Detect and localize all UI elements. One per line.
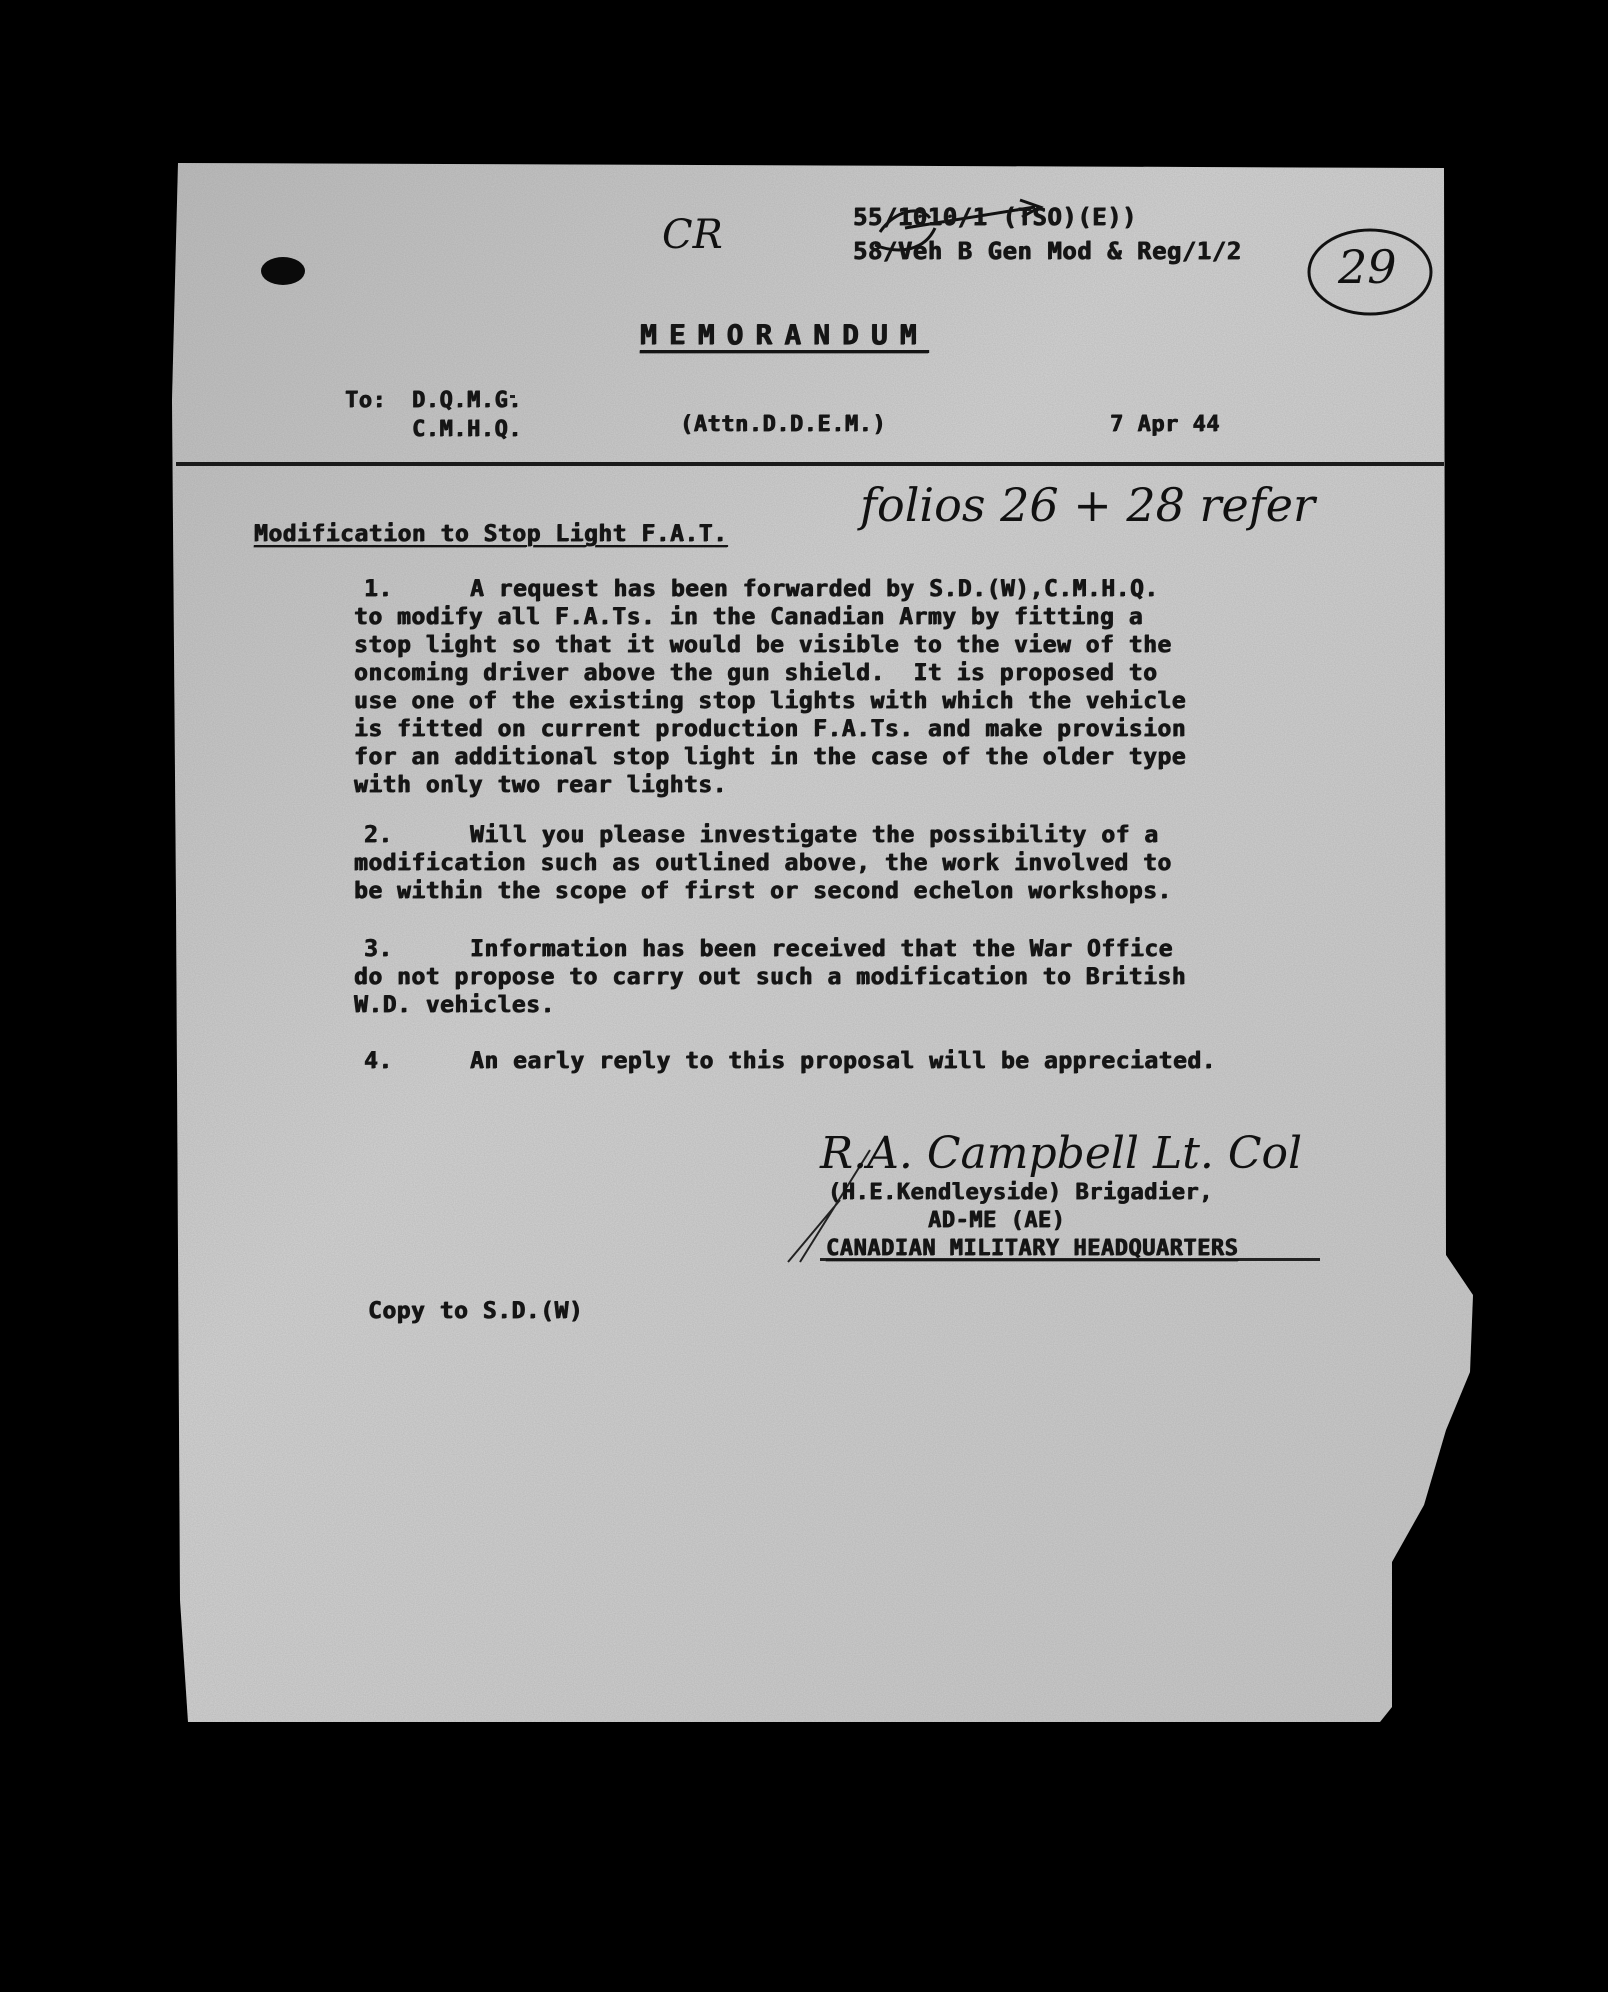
folio-number: 29: [1338, 240, 1397, 294]
paragraph-2-line-2: modification such as outlined above, the work involved to: [354, 850, 1172, 876]
to-recipient-line-1: D.Q.M.G.: [412, 388, 522, 413]
memo-date: 7 Apr 44: [1110, 412, 1220, 437]
handwritten-initials: CR: [662, 212, 723, 258]
paragraph-1-line-6: is fitted on current production F.A.Ts. and make provision: [354, 716, 1187, 742]
folios-note: folios 26 + 28 refer: [860, 478, 1315, 532]
signatory-appointment: AD-ME (AE): [928, 1208, 1066, 1233]
paragraph-4-line-1: An early reply to this proposal will be appreciated.: [470, 1048, 1217, 1074]
paragraph-4-number: 4.: [364, 1048, 393, 1074]
attention-line: (Attn.D.D.E.M.): [680, 412, 887, 437]
signatory-name-rank: (H.E.Kendleyside) Brigadier,: [828, 1180, 1213, 1205]
to-recipient-line-2: C.M.H.Q.: [412, 417, 522, 442]
paragraph-3-line-3: W.D. vehicles.: [354, 992, 555, 1018]
signatory-headquarters: CANADIAN MILITARY HEADQUARTERS: [826, 1236, 1239, 1261]
to-label: To:: [345, 388, 387, 413]
paragraph-3-line-2: do not propose to carry out such a modification to British: [354, 964, 1187, 990]
paragraph-1-number: 1.: [364, 576, 393, 602]
paragraph-1-line-4: oncoming driver above the gun shield. It is proposed to: [354, 660, 1158, 686]
paragraph-1-line-5: use one of the existing stop lights with which the vehicle: [354, 688, 1187, 714]
handwritten-signature: R.A. Campbell Lt. Col: [820, 1128, 1303, 1179]
reference-line-1: 55/1010/1 (TSO)(E)): [853, 203, 1138, 231]
subject-line: Modification to Stop Light F.A.T.: [254, 521, 728, 547]
paragraph-2-number: 2.: [364, 822, 393, 848]
paragraph-3-line-1: Information has been received that the War Office: [470, 936, 1174, 962]
paragraph-1-line-3: stop light so that it would be visible to the view of the: [354, 632, 1172, 658]
header-rule: [176, 462, 1444, 466]
memo-title: MEMORANDUM: [640, 318, 929, 351]
ink-blot: [261, 257, 305, 285]
paragraph-2-line-1: Will you please investigate the possibility of a: [470, 822, 1159, 848]
paragraph-2-line-3: be within the scope of first or second echelon workshops.: [354, 878, 1172, 904]
copy-to-line: Copy to S.D.(W): [368, 1298, 584, 1324]
paragraph-3-number: 3.: [364, 936, 393, 962]
paragraph-1-line-8: with only two rear lights.: [354, 772, 728, 798]
paragraph-1-line-7: for an additional stop light in the case of the older type: [354, 744, 1187, 770]
paragraph-1-line-2: to modify all F.A.Ts. in the Canadian Army by fitting a: [354, 604, 1144, 630]
reference-line-2: 58/Veh B Gen Mod & Reg/1/2: [853, 237, 1242, 265]
paragraph-1-line-1: A request has been forwarded by S.D.(W),C.M.H.Q.: [470, 576, 1159, 602]
